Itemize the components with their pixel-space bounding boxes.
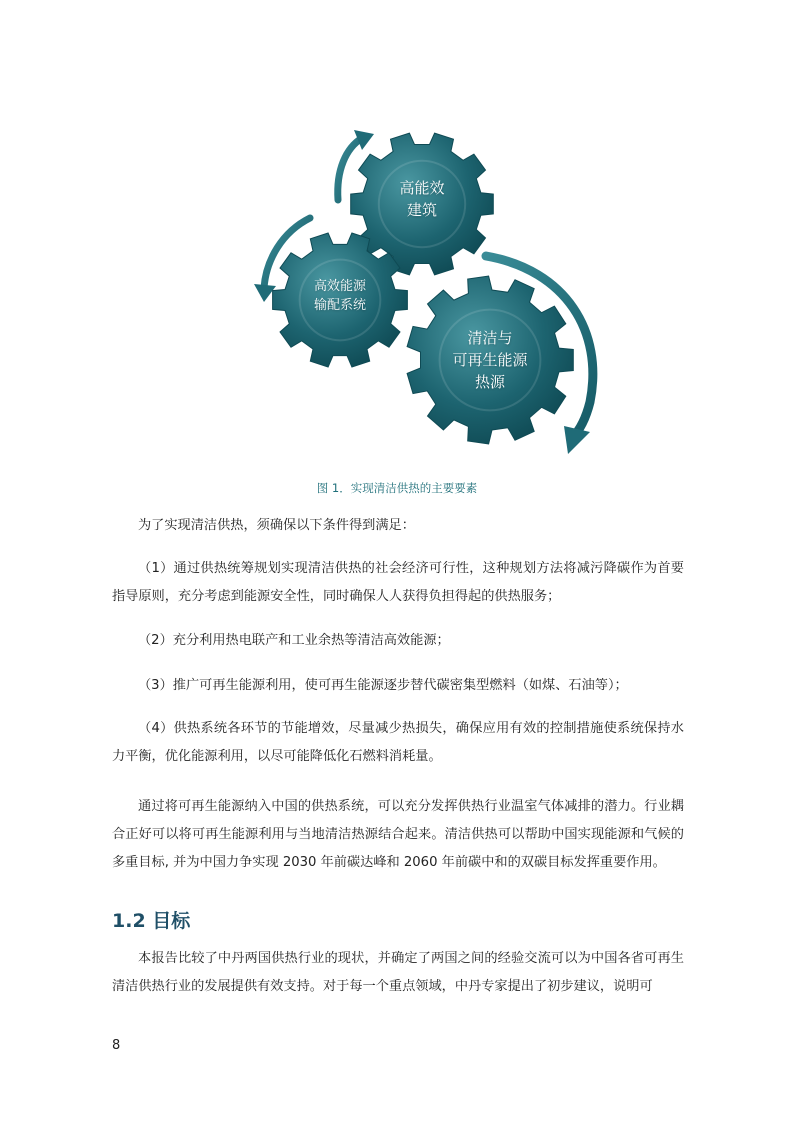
gear-label-line: 热源 bbox=[474, 372, 505, 391]
figure-caption: 图 1．实现清洁供热的主要要素 bbox=[316, 481, 478, 495]
section-heading: 1.2 目标 bbox=[112, 910, 191, 932]
gear-label-line: 高效能源 bbox=[313, 279, 366, 294]
gear-label-top bbox=[378, 178, 466, 222]
list-item-4: （4）供热系统各环节的节能增效，尽量减少热损失，确保应用有效的控制措施使系统保持水力平衡，优化能源利用，以尽可能降低化石燃料消耗量。 bbox=[112, 721, 684, 764]
gear-label-line: 可再生能源 bbox=[452, 350, 528, 369]
list-item-1: （1）通过供热统筹规划实现清洁供热的社会经济可行性，这种规划方法将减污降碳作为首要指导原则，充分考虑到能源安全性，同时确保人人获得负担得起的供热服务； bbox=[112, 561, 684, 604]
body-paragraph: 通过将可再生能源纳入中国的供热系统，可以充分发挥供热行业温室气体减排的潜力。行业耦合正好可以将可再生能源利用与当地清洁热源结合起来。清洁供热可以帮助中国实现能源和气候的多重目标, 并为中国力争实现 2030 年前碳达峰和 2060 年前碳中和的双碳目标发挥重要作用。 bbox=[112, 799, 684, 870]
gear-label-bottom bbox=[428, 328, 552, 393]
section-paragraph: 本报告比较了中丹两国供热行业的现状，并确定了两国之间的经验交流可以为中国各省可再生清洁供热行业的发展提供有效支持。对于每一个重点领域，中丹专家提出了初步建议，说明可 bbox=[112, 951, 684, 994]
list-item-2: （2）充分利用热电联产和工业余热等清洁高效能源； bbox=[138, 633, 450, 648]
gears-figure bbox=[250, 120, 630, 460]
gear-label-left bbox=[290, 278, 390, 316]
gear-label-line: 输配系统 bbox=[313, 297, 366, 313]
gear-label-line: 建筑 bbox=[406, 200, 437, 219]
list-item-3: （3）推广可再生能源利用，使可再生能源逐步替代碳密集型燃料（如煤、石油等）； bbox=[138, 678, 628, 693]
intro-text: 为了实现清洁供热，须确保以下条件得到满足： bbox=[138, 518, 415, 533]
page-number: 8 bbox=[112, 1038, 121, 1053]
gear-label-line: 高能效 bbox=[399, 179, 445, 197]
gear-label-line: 清洁与 bbox=[467, 329, 513, 347]
arrow-right-head bbox=[564, 426, 590, 454]
arrow-top bbox=[338, 138, 362, 200]
